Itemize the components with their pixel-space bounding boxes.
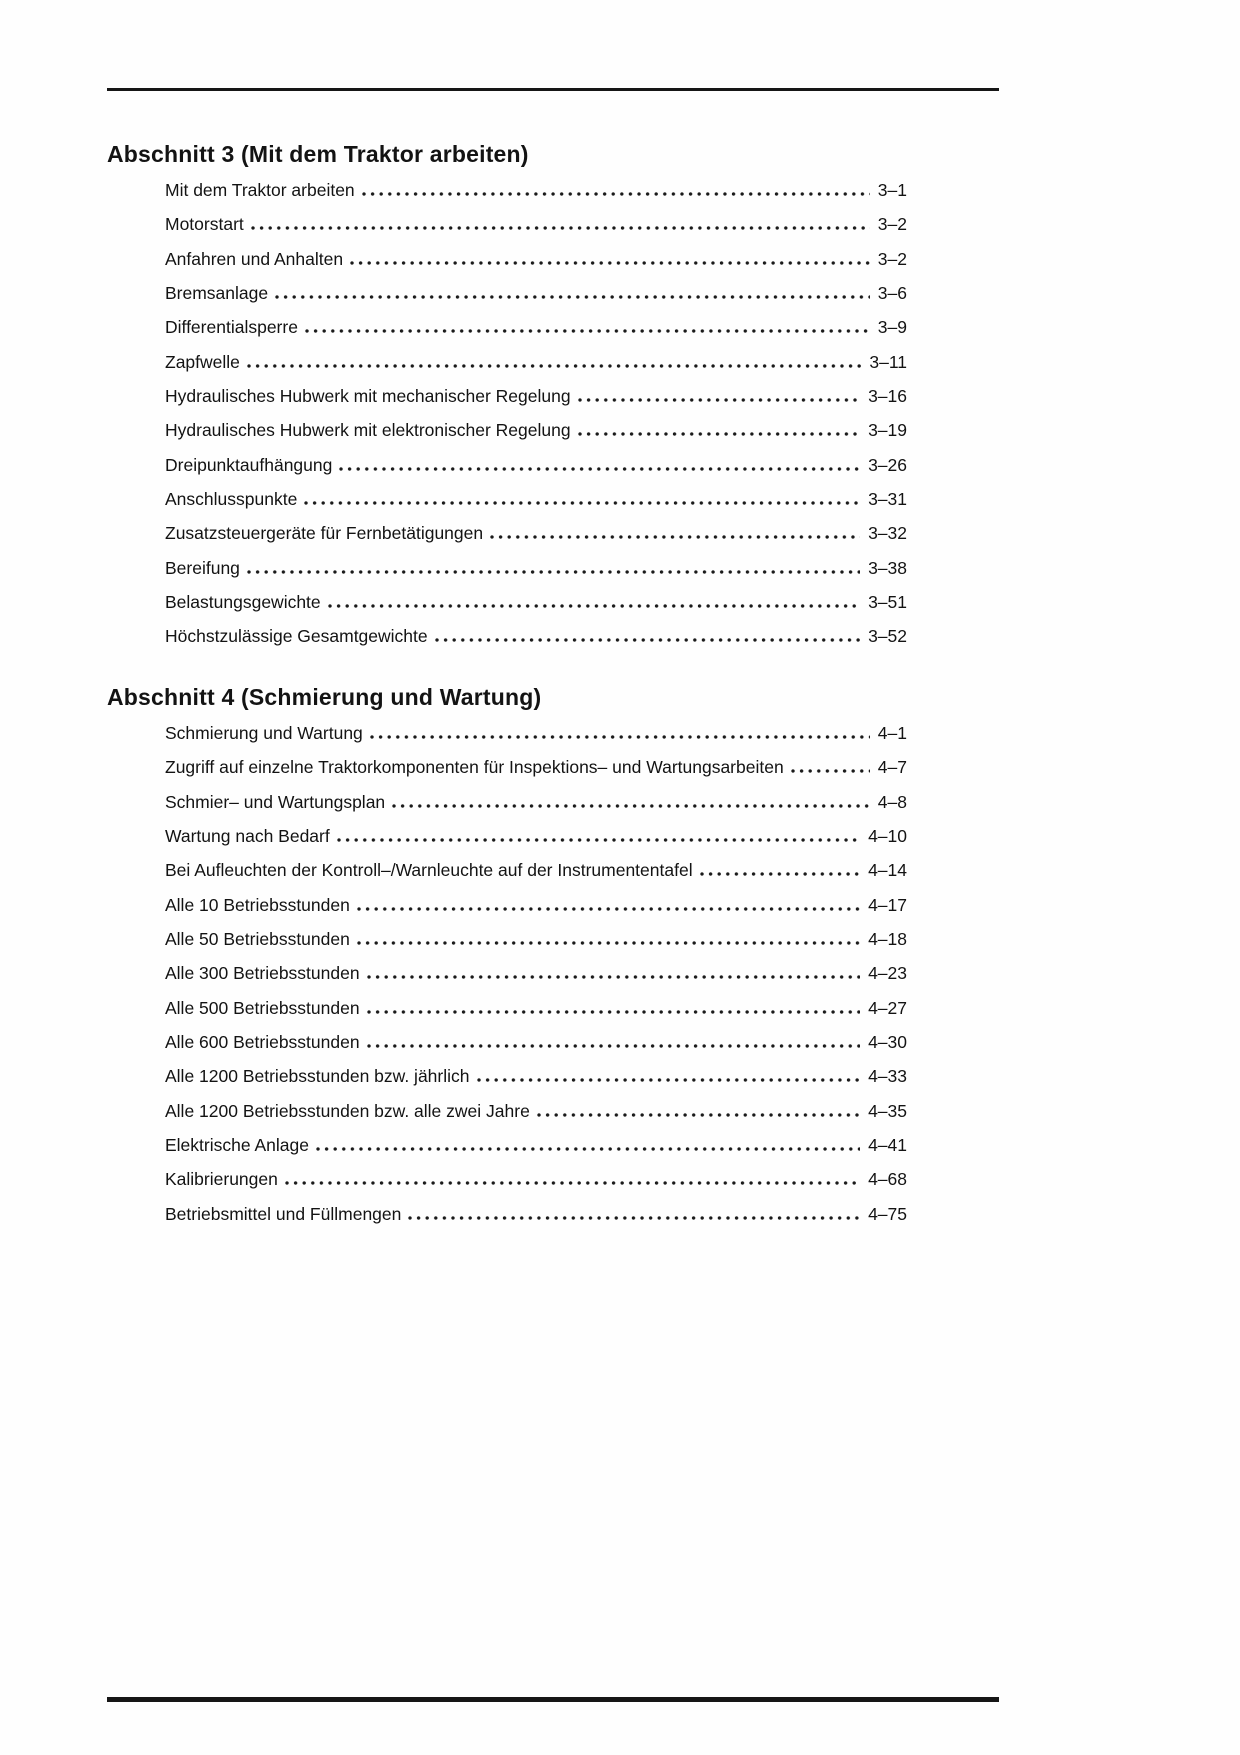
toc-entry-page: 3–51 bbox=[868, 592, 907, 613]
section-heading: Abschnitt 4 (Schmierung und Wartung) bbox=[107, 683, 542, 710]
table-of-contents bbox=[107, 140, 1012, 1260]
toc-entry bbox=[165, 1135, 907, 1169]
toc-entry-label: Dreipunktaufhängung bbox=[165, 454, 333, 475]
toc-entry bbox=[165, 860, 907, 894]
toc-entry-page: 3–6 bbox=[877, 283, 907, 304]
toc-entry-page: 4–68 bbox=[868, 1169, 907, 1190]
toc-entry bbox=[165, 757, 907, 791]
toc-entry-page: 3–9 bbox=[877, 317, 907, 338]
toc-entry bbox=[165, 1101, 907, 1135]
toc-entry-label: Kalibrierungen bbox=[165, 1169, 278, 1190]
toc-leader-dots bbox=[304, 501, 860, 505]
toc-entry bbox=[165, 792, 907, 826]
toc-entry-page: 4–35 bbox=[868, 1100, 907, 1121]
toc-leader-dots bbox=[337, 838, 860, 842]
toc-entry-label: Differentialsperre bbox=[165, 317, 298, 338]
toc-entry bbox=[165, 826, 907, 860]
toc-entry-label: Belastungsgewichte bbox=[165, 592, 321, 613]
toc-entry-page: 3–19 bbox=[868, 420, 907, 441]
toc-entry-page: 4–1 bbox=[877, 722, 907, 743]
toc-entry bbox=[165, 283, 907, 317]
toc-entry-page: 4–18 bbox=[868, 928, 907, 949]
section-heading: Abschnitt 3 (Mit dem Traktor arbeiten) bbox=[107, 141, 529, 167]
toc-entry-page: 3–11 bbox=[869, 351, 907, 372]
toc-entry bbox=[165, 386, 907, 420]
toc-entry-label: Anfahren und Anhalten bbox=[165, 248, 344, 269]
toc-entry bbox=[165, 1066, 907, 1100]
toc-leader-dots bbox=[328, 604, 860, 608]
toc-leader-dots bbox=[357, 907, 860, 911]
toc-entry-page: 3–31 bbox=[868, 489, 907, 510]
toc-entry-page: 3–1 bbox=[877, 180, 907, 200]
toc-entry-page: 4–10 bbox=[868, 825, 907, 846]
toc-leader-dots bbox=[367, 975, 860, 979]
toc-leader-dots bbox=[305, 329, 870, 333]
toc-entry-page: 3–26 bbox=[868, 454, 907, 475]
toc-entry bbox=[165, 455, 907, 489]
horizontal-rule-top bbox=[107, 88, 999, 91]
toc-entry-label: Elektrische Anlage bbox=[165, 1134, 309, 1155]
toc-entry bbox=[165, 895, 907, 929]
toc-leader-dots bbox=[408, 1216, 860, 1220]
toc-leader-dots bbox=[791, 769, 870, 773]
toc-entry-label: Alle 600 Betriebsstunden bbox=[165, 1031, 360, 1052]
toc-entry-page: 3–32 bbox=[868, 523, 907, 544]
toc-entry-page: 4–27 bbox=[868, 997, 907, 1018]
toc-entry bbox=[165, 626, 907, 660]
toc-leader-dots bbox=[537, 1113, 860, 1117]
toc-leader-dots bbox=[392, 804, 870, 808]
toc-leader-dots bbox=[357, 941, 860, 945]
toc-entry-label: Zapfwelle bbox=[165, 351, 240, 372]
toc-entry-label: Alle 500 Betriebsstunden bbox=[165, 997, 360, 1018]
toc-leader-dots bbox=[477, 1078, 861, 1082]
toc-leader-dots bbox=[247, 364, 861, 368]
toc-leader-dots bbox=[339, 467, 860, 471]
toc-entry-page: 3–38 bbox=[868, 557, 907, 578]
toc-entry-label: Motorstart bbox=[165, 214, 244, 235]
toc-entry bbox=[165, 723, 907, 757]
toc-entry bbox=[165, 592, 907, 626]
toc-leader-dots bbox=[367, 1044, 860, 1048]
toc-leader-dots bbox=[247, 570, 860, 574]
toc-entry-label: Anschlusspunkte bbox=[165, 489, 298, 510]
toc-entry bbox=[165, 523, 907, 557]
toc-leader-dots bbox=[275, 295, 870, 299]
toc-entry-page: 4–17 bbox=[868, 894, 907, 915]
toc-entry-label: Bereifung bbox=[165, 557, 240, 578]
toc-entry-page: 4–75 bbox=[868, 1203, 907, 1224]
toc-entry-page: 4–14 bbox=[868, 860, 907, 881]
toc-entry-label: Hydraulisches Hubwerk mit elektronischer Regelung bbox=[165, 420, 571, 441]
toc-entry-page: 4–33 bbox=[868, 1066, 907, 1087]
toc-entry bbox=[165, 180, 907, 214]
toc-entry-label: Schmier– und Wartungsplan bbox=[165, 791, 386, 812]
toc-entry-page: 3–16 bbox=[868, 386, 907, 407]
toc-entry-page: 4–8 bbox=[877, 791, 907, 812]
toc-entry-page: 4–41 bbox=[868, 1134, 907, 1155]
toc-entry bbox=[165, 214, 907, 248]
toc-entry-page: 3–2 bbox=[877, 248, 907, 269]
toc-leader-dots bbox=[435, 638, 860, 642]
toc-entry-page: 3–2 bbox=[877, 214, 907, 235]
toc-leader-dots bbox=[285, 1181, 860, 1185]
toc-entry-page: 4–7 bbox=[877, 757, 907, 778]
toc-entry-page: 3–52 bbox=[868, 626, 907, 647]
toc-entry-label: Alle 300 Betriebsstunden bbox=[165, 963, 360, 984]
toc-leader-dots bbox=[350, 261, 870, 265]
toc-section bbox=[107, 180, 1012, 661]
toc-entry-label: Zugriff auf einzelne Traktorkomponenten für Inspektions– und Wartungsarbeiten bbox=[165, 757, 784, 778]
toc-leader-dots bbox=[362, 192, 870, 196]
toc-leader-dots bbox=[578, 398, 860, 402]
toc-entry bbox=[165, 249, 907, 283]
toc-entry bbox=[165, 489, 907, 523]
toc-entry-label: Bei Aufleuchten der Kontroll–/Warnleuchte auf der Instrumententafel bbox=[165, 860, 693, 881]
toc-entry-label: Alle 50 Betriebsstunden bbox=[165, 928, 350, 949]
toc-entry bbox=[165, 317, 907, 351]
toc-entry-label: Bremsanlage bbox=[165, 283, 269, 304]
toc-entry-page: 4–30 bbox=[868, 1031, 907, 1052]
toc-leader-dots bbox=[367, 1010, 860, 1014]
toc-entry-label: Alle 1200 Betriebsstunden bzw. alle zwei Jahre bbox=[165, 1100, 530, 1121]
toc-leader-dots bbox=[251, 226, 870, 230]
toc-entry-label: Zusatzsteuergeräte für Fernbetätigungen bbox=[165, 523, 484, 544]
toc-entry bbox=[165, 929, 907, 963]
toc-entry-label: Alle 1200 Betriebsstunden bzw. jährlich bbox=[165, 1066, 470, 1087]
toc-entry-label: Wartung nach Bedarf bbox=[165, 825, 330, 846]
toc-entry-label: Hydraulisches Hubwerk mit mechanischer Regelung bbox=[165, 386, 571, 407]
toc-entry bbox=[165, 352, 907, 386]
toc-entry bbox=[165, 1204, 907, 1238]
toc-entry bbox=[165, 1032, 907, 1066]
toc-leader-dots bbox=[578, 432, 860, 436]
toc-entry-label: Alle 10 Betriebsstunden bbox=[165, 894, 350, 915]
toc-section bbox=[107, 723, 1012, 1238]
toc-entry-label: Schmierung und Wartung bbox=[165, 722, 363, 743]
horizontal-rule-bottom bbox=[107, 1697, 999, 1702]
toc-entry bbox=[165, 558, 907, 592]
toc-entry bbox=[165, 963, 907, 997]
toc-entry-label: Betriebsmittel und Füllmengen bbox=[165, 1203, 402, 1224]
toc-entry bbox=[165, 998, 907, 1032]
toc-entry bbox=[165, 1169, 907, 1203]
toc-leader-dots bbox=[370, 735, 870, 739]
toc-leader-dots bbox=[490, 535, 860, 539]
toc-leader-dots bbox=[700, 872, 860, 876]
toc-entry-page: 4–23 bbox=[868, 963, 907, 984]
toc-leader-dots bbox=[316, 1147, 860, 1151]
toc-entry-label: Höchstzulässige Gesamtgewichte bbox=[165, 626, 428, 647]
toc-entry bbox=[165, 420, 907, 454]
toc-entry-label: Mit dem Traktor arbeiten bbox=[165, 180, 355, 200]
